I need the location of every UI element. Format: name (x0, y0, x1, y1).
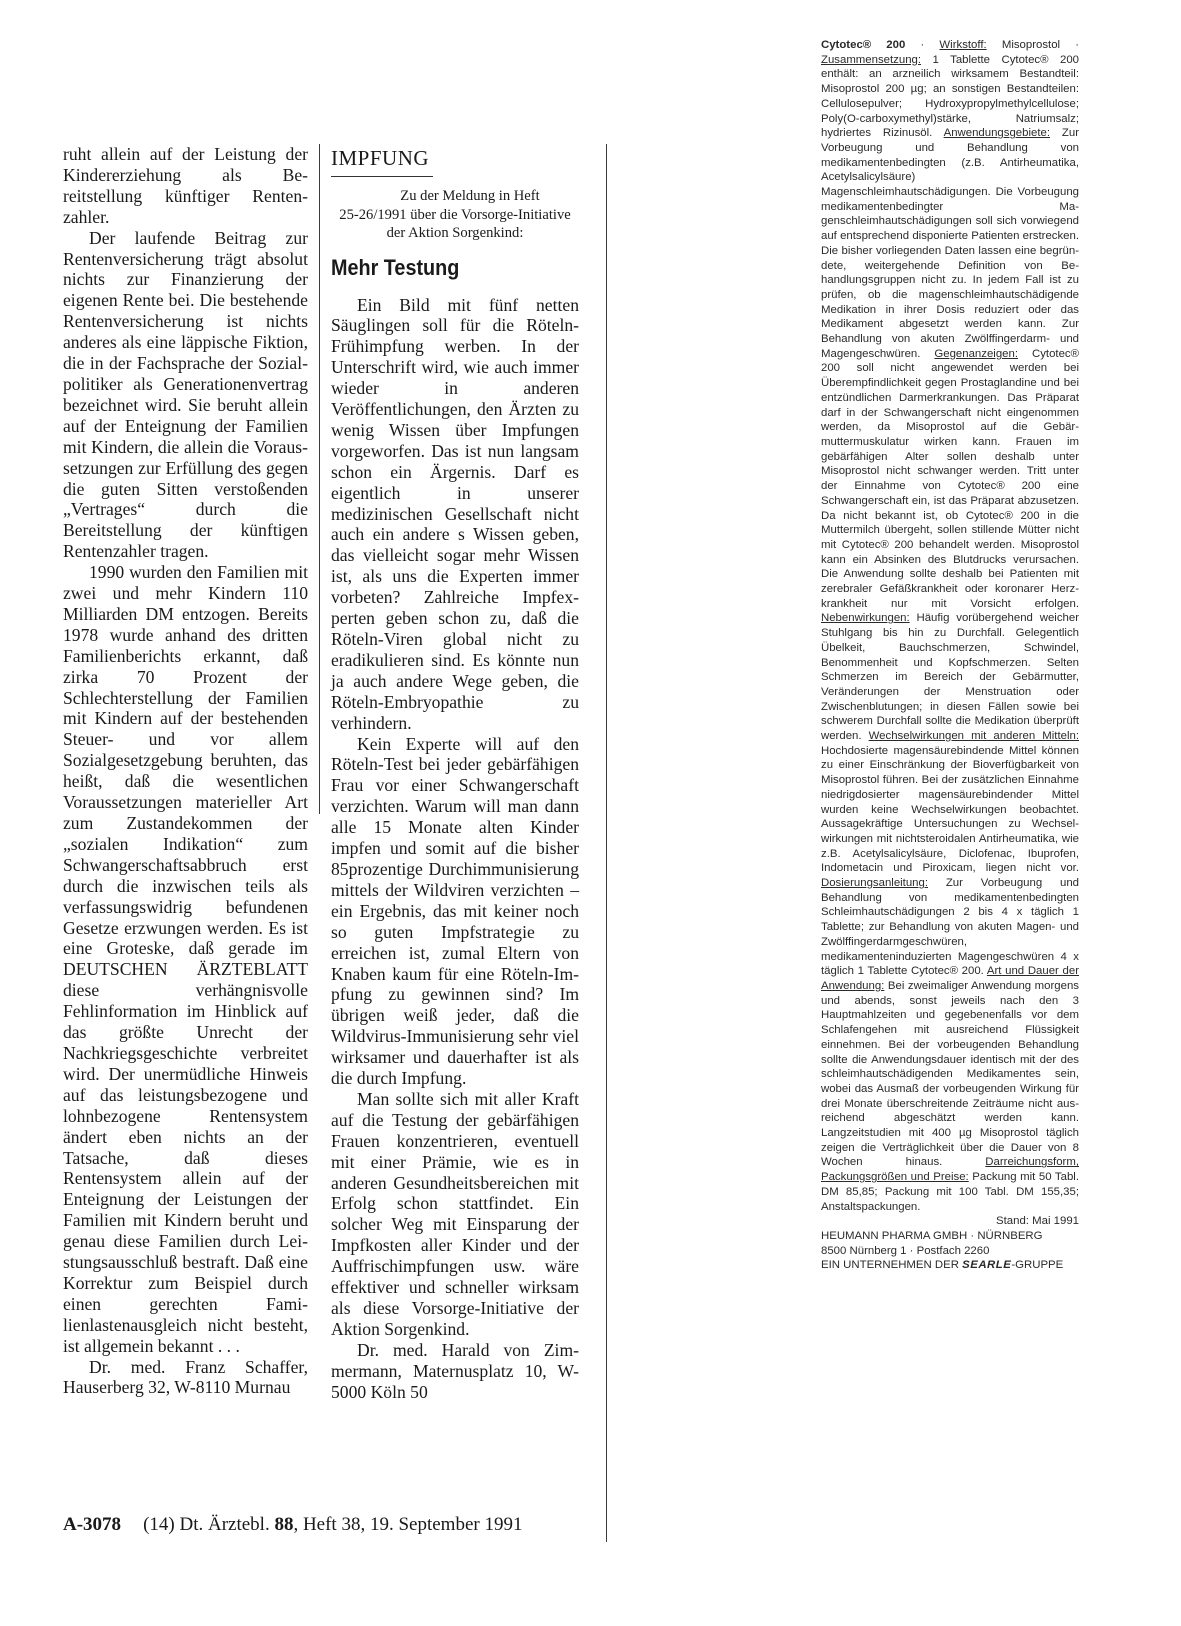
journal-citation: (14) Dt. Ärztebl. (143, 1514, 275, 1535)
text-wirkstoff: Misoprostol · (986, 39, 1080, 51)
label-darreichung: Darreichungsform, Packungsgrößen und Preise: (821, 1156, 1079, 1184)
column-divider (319, 144, 320, 814)
stand-date: Stand: Mai 1991 (996, 1215, 1079, 1228)
paragraph: Ein Bild mit fünf netten Säuglingen soll für die Röteln-Frühimpfung werben. In der Unterschrift wird, wie auch immer wieder in anderen Veröffentlichungen, den Ärzten zu wenig Wissen über Impfungen vorgeworfen. Das ist nun langsam schon ein Ärgernis. Darf es eigentlich in unserer medizinischen Gesellschaft nicht auch ein andere s Wissen geben, das vielleicht sogar mehr Wissen ist, als uns die Experten immer vorbeten? Zahlreiche Impfexperten geben schon zu, daß die Röteln-Viren global nicht zu eradikulieren sind. Es könnte nun ja auch andere Wege geben, die Röteln-Embryopathie zu verhindern. (331, 294, 579, 733)
letter-column-2 (331, 146, 579, 1403)
text-nebenwirkungen: Häufig vorübergehend weicher Stuhlgang bis hin zu Durchfall. Gelegentlich Übelkeit, Bauchschmerzen, Schwindel, Benommenheit und Kopfschmerzen. Selten Schmerzen im Bereich der Gebärmutter, Veränderungen der Menstruation oder Zwischenblutungen; in diesen Fällen sowie bei schwerem Durchfall sollte die Medikation überprüft werden. (821, 612, 1079, 743)
text-art-dauer: Bei zweimaliger Anwendung morgens und abends, sonst jeweils nach den 3 Hauptmahlzeiten und gegebenenfalls vor dem Schlafengehen mit ausreichend Flüssigkeit einnehmen. Bei der vorbeugenden Behandlung sollte die Anwendungsdauer identisch mit der des schleimhautschädigenden Medikamentes sein, wobei das Ausmaß der vorbeugenden Wirkung für drei Monate überschreitende Zeiträume nicht ausreichend abgeschätzt werden kann. Langzeitstudien mit 400 µg Misoprostol täglich zeigen die Verträglichkeit über die Dauer von 8 Wochen hinaus. (821, 980, 1079, 1169)
text-gegenanzeigen: Cytotec® 200 soll nicht angewendet werden bei Überempfindlichkeit gegen Prostaglandine und bei entzündlichen Darmerkrankungen. Das Präparat darf in der Schwangerschaft nicht eingenommen werden, da Misoprostol auf die Gebärmuttermuskulatur wirken kann. Frauen im gebärfähigen Alter sollen deshalb unter Misoprostol nicht schwanger werden. Tritt unter der Einnahme von Cytotec® 200 eine Schwangerschaft ein, ist das Präparat abzusetzen. Da nicht bekannt ist, ob Cytotec® 200 in die Muttermilch übergeht, sollen stillende Mütter nicht mit Cytotec® 200 behandelt werden. Misoprostol kann ein Absinken des Blutdrucks verursachen. Die Anwendung sollte deshalb bei Patienten mit zerebraler Gefäßkrankheit oder koronarer Herzkrankheit nur mit Vorsicht erfolgen. (821, 347, 1079, 610)
group-suffix: -GRUPPE (1011, 1259, 1064, 1272)
article-headline: Mehr Testung (331, 254, 460, 280)
paragraph: Man sollte sich mit aller Kraft auf die Testung der gebärfähigen Frauen konzentrieren, eventuell mit einer Prämie, wie es in anderen Gesundheitsbereichen mit Erfolg schon stattfindet. Ein solcher Weg mit Einsparung der Impfkosten aller Kinder und der Auffrischimpfungen usw. wäre effektiver und schneller wirksam als diese Vorsorge-Initiative der Aktion Sorgenkind. (331, 1088, 579, 1339)
journal-volume: 88 (274, 1514, 294, 1535)
text-anwendungsgebiete: Zur Vorbeugung und Behandlung von medikamentenbedingten (z.B. Antirheumatika, Acetylsalicylsäure) Magenschleimhautschädigungen. Die Vorbeugung medikamentenbedingter Magenschleimhautschädigungen soll sich vorwiegend auf entsprechend disponierte Patienten erstrecken. Die bisher vorliegenden Daten lassen eine begründete, weitergehende Definition von Behandlungsgruppen nicht zu. In jedem Fall ist zu prüfen, ob die magenschleimhautschädigende Medikation in ihrer Dosis reduziert oder das Medikament abgesetzt werden kann. Zur Behandlung von akuten Zwölffingerdarm- und Magengeschwüren. (821, 127, 1079, 360)
label-art-dauer: Art und Dauer der Anwendung: (821, 965, 1079, 992)
label-zusammensetzung: Zusammensetzung: (821, 53, 922, 66)
text-zusammensetzung: 1 Tablette Cytotec® 200 enthält: an arzneilich wirksamem Bestandteil: Misoprostol 200 µg; an sonstigen Bestandteilen: Cellulosepulver; Hydroxypropylmethylcellulose; Poly(O-carboxymethyl)stärke, Natriumsalz; hydriertes Rizinusöl. (821, 53, 1079, 140)
intro-note (331, 187, 579, 243)
paragraph: Kein Experte will auf den Röteln-Test bei jeder gebärfähigen Frau vor einer Schwangerschaft verzichten. Warum will man dann alle 15 Monate alten Kinder impfen und somit auf die bisher 85prozentige Durchimmunisierung mittels der Wildviren verzichten – ein Ergebnis, das mit keiner noch so guten Impfstrategie zu erreichen ist, zumal Eltern von Knaben kaum für eine Röteln-Impfung zu gewinnen sind? Im übrigen weiß jeder, daß die Wildvirus-Immunisierung sehr viel wirksamer und dauerhafter ist als die durch Impfung. (331, 733, 579, 1089)
intro-line: 25-26/1991 über die Vorsorge-Initiative der Aktion Sorgenkind: (339, 206, 571, 241)
label-nebenwirkungen: Nebenwirkungen: (821, 612, 910, 625)
label-dosierung: Dosierungsanleitung: (821, 877, 929, 890)
drug-name: Cytotec® 200 (821, 39, 906, 51)
intro-line: Zu der Meldung in Heft (400, 188, 540, 204)
journal-issue-date: , Heft 38, 19. September 1991 (293, 1514, 523, 1535)
signature: Dr. med. Franz Schaffer, Hauserberg 32, W-8110 Murnau (63, 1356, 308, 1398)
searle-logo: SEARLE (962, 1259, 1012, 1272)
text-dosierung: Zur Vorbeugung und Behandlung von medikamentenbedingten Schleimhautschädigungen 2 bis 4 x täglich 1 Tablette; zur Behandlung von akuten Magen- und Zwölffingerdarmgeschwüren, medikamenteninduzierten Magengeschwüren 4 x täglich 1 Tablette Cytotec® 200. (821, 877, 1079, 978)
paragraph: Der laufende Beitrag zur Rentenversicherung trägt absolut nichts zur Finanzierung der eigenen Rente bei. Die bestehende Rentenversicherung ist nichts anderes als eine läppische Fiktion, die in der Fachsprache der Sozialpolitiker als Generationenvertrag bezeichnet wird. Sie beruht allein auf der Enteignung der Familien mit Kindern, die allein die Voraussetzungen zur Erfüllung des gegen die guten Sitten verstoßenden „Vertrages“ durch die Bereitstellung der künftigen Rentenzahler tragen. (63, 227, 308, 562)
label-wirkstoff: Wirkstoff: (939, 39, 987, 51)
column-divider (606, 144, 607, 1542)
company-address: 8500 Nürnberg 1 · Postfach 2260 (821, 1244, 990, 1257)
company-group (821, 1258, 1079, 1273)
text-wechselwirkungen: Hochdosierte magensäurebindende Mittel können zu einer Einschränkung der Bioverfügbarkeit von Misoprostol führen. Bei der zusätzlichen Einnahme niedrigdosierter magensäurebindender Mittel wurden keine Wechselwirkungen beobachtet. Aussagekräftige Untersuchungen zu Wechselwirkungen mit nichtsteroidalen Antirheumatika, wie z.B. Acetylsalicylsäure, Diclofenac, Ibuprofen, Indometacin und Piroxicam, liegen nicht vor. (821, 744, 1079, 875)
signature: Dr. med. Harald von Zimmermann, Maternusplatz 10, W-5000 Köln 50 (331, 1339, 579, 1402)
paragraph: ruht allein auf der Leistung der Kindererziehung als Bereitstellung künftiger Rentenzahler. (63, 144, 308, 227)
company-name: HEUMANN PHARMA GMBH · NÜRNBERG (821, 1229, 1043, 1242)
letter-column-1 (63, 144, 308, 1398)
section-heading: IMPFUNG (331, 146, 433, 177)
page-number: A-3078 (63, 1514, 122, 1535)
separator: · (905, 39, 940, 51)
label-anwendungsgebiete: Anwendungsgebiete: (943, 127, 1050, 140)
text-darreichung: Packung mit 50 Tabl. DM 85,85; Packung mit 100 Tabl. DM 155,35; Anstaltspackungen. (821, 1171, 1079, 1213)
label-gegenanzeigen: Gegenanzeigen: (934, 347, 1018, 360)
drug-info-sidebar (821, 38, 1079, 1273)
label-wechselwirkungen: Wechselwirkungen mit anderen Mitteln: (868, 730, 1079, 743)
drug-info-text (821, 38, 1079, 1214)
page-footer (63, 1514, 603, 1536)
paragraph: 1990 wurden den Familien mit zwei und mehr Kindern 110 Milliarden DM entzogen. Bereits 1978 wurde anhand des dritten Familienberichts erkannt, daß zirka 70 Prozent der Schlechterstellung der Familien mit Kindern auf der bestehenden Steuer- und vor allem Sozialgesetzgebung beruhten, das heißt, daß die wesentlichen Voraussetzungen materieller Art zum Zustandekommen der „sozialen Indikation“ zum Schwangerschaftsabbruch erst durch die inzwischen teils als verfassungswidrig befundenen Gesetze erzwungen werden. Es ist eine Groteske, daß gerade im DEUTSCHEN ÄRZTEBLATT diese verhängnisvolle Fehlinformation im Hinblick auf das größte Unrecht der Nachkriegsgeschichte verbreitet wird. Der unermüdliche Hinweis auf das leistungsbezogene und lohnbezogene Rentensystem ändert eben nichts an der Tatsache, daß dieses Rentensystem allein auf der Enteignung der Leistungen der Familien mit Kindern beruht und genau diese Familien durch Leistungsausschluß bestraft. Daß eine Korrektur zum Beispiel durch einen gerechten Familienlastenausgleich nicht besteht, ist allgemein bekannt . . . (63, 562, 308, 1356)
group-prefix: EIN UNTERNEHMEN DER (821, 1259, 963, 1272)
